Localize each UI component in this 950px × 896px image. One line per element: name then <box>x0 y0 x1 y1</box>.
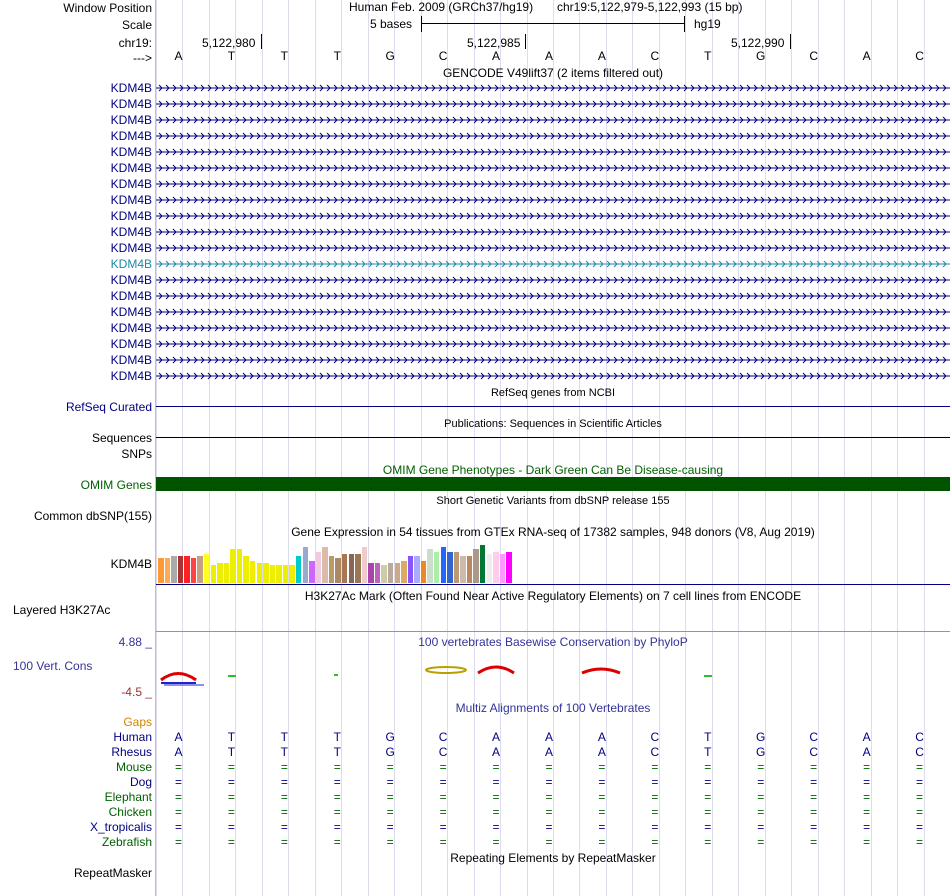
multiz-base: A <box>174 730 183 744</box>
base-letter: T <box>227 49 236 63</box>
phylop-label[interactable]: 100 Vert. Cons <box>13 659 93 673</box>
snps-label[interactable]: SNPs <box>121 447 152 461</box>
omim-label[interactable]: OMIM Genes <box>80 478 152 492</box>
multiz-title[interactable]: Multiz Alignments of 100 Vertebrates <box>455 701 651 715</box>
gencode-feature[interactable] <box>156 370 950 382</box>
gtex-bar-chart[interactable] <box>156 538 950 583</box>
multiz-base: = <box>545 820 553 834</box>
gencode-feature[interactable] <box>156 354 950 366</box>
gtex-tissue-bar[interactable] <box>224 563 230 583</box>
multiz-base: = <box>598 805 606 819</box>
gencode-feature[interactable] <box>156 130 950 142</box>
multiz-base: = <box>386 820 394 834</box>
gtex-tissue-bar[interactable] <box>342 554 348 583</box>
multiz-base: = <box>280 760 288 774</box>
scale-bar <box>421 23 685 24</box>
gencode-item-label[interactable]: KDM4B <box>110 113 152 127</box>
multiz-base: A <box>862 745 871 759</box>
gtex-tissue-bar[interactable] <box>316 552 322 584</box>
multiz-base: C <box>438 730 448 744</box>
multiz-base: T <box>333 745 341 759</box>
refseq-feature[interactable] <box>156 406 950 407</box>
multiz-base: = <box>916 805 924 819</box>
repeatmasker-label[interactable]: RepeatMasker <box>73 866 152 880</box>
gtex-tissue-bar[interactable] <box>329 556 335 583</box>
multiz-base: = <box>810 775 818 789</box>
gencode-title[interactable]: GENCODE V49lift37 (2 items filtered out) <box>442 66 664 80</box>
phylop-peak-4 <box>426 667 466 673</box>
multiz-base: = <box>439 760 447 774</box>
multiz-base: = <box>651 835 659 849</box>
multiz-base: C <box>809 745 818 759</box>
phylop-peak-5 <box>478 667 514 673</box>
gencode-item-label[interactable]: KDM4B <box>110 193 152 207</box>
gaps-label[interactable]: Gaps <box>123 715 152 729</box>
gencode-feature[interactable] <box>156 274 950 286</box>
multiz-species-label[interactable]: Rhesus <box>111 745 152 759</box>
gtex-tissue-bar[interactable] <box>434 552 440 584</box>
multiz-base: = <box>174 835 182 849</box>
base-letter: T <box>704 49 712 63</box>
publications-feature[interactable] <box>156 437 950 438</box>
multiz-base: G <box>385 730 395 744</box>
multiz-base: = <box>333 820 341 834</box>
gtex-tissue-bar[interactable] <box>296 556 302 583</box>
omim-title[interactable]: OMIM Gene Phenotypes - Dark Green Can Be Disease-causing <box>382 463 724 477</box>
multiz-base: = <box>386 760 394 774</box>
multiz-species-label[interactable]: Elephant <box>104 790 152 804</box>
multiz-species-label[interactable]: Mouse <box>115 760 152 774</box>
phylop-min: -4.5 _ <box>121 685 152 699</box>
multiz-base: A <box>862 730 871 744</box>
multiz-species-label[interactable]: X_tropicalis <box>89 820 152 834</box>
gencode-feature[interactable] <box>156 162 950 174</box>
ruler-tick-2 <box>525 34 526 49</box>
multiz-base: = <box>757 790 765 804</box>
gtex-tissue-bar[interactable] <box>493 552 499 584</box>
gtex-tissue-bar[interactable] <box>237 549 243 583</box>
gtex-tissue-bar[interactable] <box>427 549 433 583</box>
gencode-feature[interactable] <box>156 146 950 158</box>
multiz-base: = <box>386 775 394 789</box>
chrom-label: chr19: <box>118 36 152 50</box>
multiz-base: = <box>704 790 712 804</box>
multiz-base: = <box>333 790 341 804</box>
multiz-base: A <box>597 730 606 744</box>
gencode-feature[interactable] <box>156 242 950 254</box>
multiz-base: G <box>385 745 395 759</box>
dbsnp-title[interactable]: Short Genetic Variants from dbSNP release 155 <box>436 495 670 507</box>
window-position-label: Window Position <box>63 1 152 15</box>
assembly-title: Human Feb. 2009 (GRCh37/hg19) <box>349 0 534 14</box>
gencode-item-label[interactable]: KDM4B <box>110 257 152 271</box>
multiz-base: = <box>439 835 447 849</box>
gencode-feature[interactable] <box>156 178 950 190</box>
gtex-tissue-bar[interactable] <box>454 552 460 584</box>
multiz-base: = <box>280 835 288 849</box>
multiz-base: = <box>545 775 553 789</box>
multiz-base: = <box>492 805 500 819</box>
gtex-tissue-bar[interactable] <box>243 556 249 583</box>
multiz-base: = <box>863 775 871 789</box>
gtex-tissue-bar[interactable] <box>184 556 190 583</box>
gtex-tissue-bar[interactable] <box>414 556 420 583</box>
multiz-base: = <box>704 820 712 834</box>
ruler-tick-1 <box>261 34 262 49</box>
gencode-item-label[interactable]: KDM4B <box>110 81 152 95</box>
multiz-base: = <box>704 805 712 819</box>
multiz-base: = <box>651 790 659 804</box>
ruler-tick-3 <box>790 34 791 49</box>
multiz-base: A <box>492 730 501 744</box>
base-letter: A <box>544 49 553 63</box>
multiz-base: T <box>227 730 236 744</box>
multiz-base: C <box>650 745 660 759</box>
gencode-item-label[interactable]: KDM4B <box>110 97 152 111</box>
multiz-base: = <box>757 805 765 819</box>
multiz-base: = <box>492 790 500 804</box>
gtex-tissue-bar[interactable] <box>500 554 506 583</box>
multiz-base: = <box>545 790 553 804</box>
base-letter: A <box>174 49 183 63</box>
base-letter: G <box>385 49 395 63</box>
gtex-tissue-bar[interactable] <box>283 565 289 583</box>
multiz-base: C <box>438 745 448 759</box>
multiz-base: = <box>174 760 182 774</box>
multiz-base: = <box>545 835 553 849</box>
multiz-base: = <box>227 805 235 819</box>
gencode-item-label[interactable]: KDM4B <box>110 129 152 143</box>
multiz-base: A <box>174 745 183 759</box>
gencode-item-label[interactable]: KDM4B <box>110 289 152 303</box>
multiz-base: = <box>863 760 871 774</box>
multiz-base: = <box>333 805 341 819</box>
multiz-base: = <box>598 775 606 789</box>
multiz-base: = <box>174 790 182 804</box>
multiz-base: = <box>174 775 182 789</box>
gtex-tissue-bar[interactable] <box>447 552 453 584</box>
multiz-base: = <box>333 760 341 774</box>
multiz-species-label[interactable]: Zebrafish <box>101 835 152 849</box>
base-letter: T <box>333 49 341 63</box>
multiz-base: = <box>598 790 606 804</box>
h3k27ac-label[interactable]: Layered H3K27Ac <box>13 603 111 617</box>
multiz-base: = <box>757 760 765 774</box>
multiz-base: = <box>916 835 924 849</box>
multiz-base: = <box>810 760 818 774</box>
multiz-base: = <box>704 760 712 774</box>
multiz-base: = <box>439 805 447 819</box>
gencode-feature[interactable] <box>156 82 950 94</box>
base-letter: A <box>862 49 871 63</box>
multiz-base: = <box>810 805 818 819</box>
gtex-tissue-bar[interactable] <box>211 565 217 583</box>
multiz-species-label[interactable]: Human <box>113 730 152 744</box>
gencode-item-label[interactable]: KDM4B <box>110 321 152 335</box>
multiz-base: = <box>651 805 659 819</box>
multiz-species-label[interactable]: Chicken <box>108 805 152 819</box>
h3k27ac-baseline <box>156 631 950 632</box>
gencode-feature[interactable] <box>156 114 950 126</box>
gencode-feature[interactable] <box>156 210 950 222</box>
multiz-base: A <box>544 730 553 744</box>
omim-feature[interactable] <box>156 477 950 491</box>
refseq-label[interactable]: RefSeq Curated <box>65 400 152 414</box>
dbsnp-label[interactable]: Common dbSNP(155) <box>33 509 152 523</box>
multiz-base: T <box>280 745 288 759</box>
multiz-base: = <box>280 805 288 819</box>
multiz-base: = <box>333 835 341 849</box>
gencode-item-label[interactable]: KDM4B <box>110 337 152 351</box>
multiz-base: = <box>810 835 818 849</box>
gtex-tissue-bar[interactable] <box>178 556 184 583</box>
multiz-base: C <box>650 730 660 744</box>
multiz-base: T <box>280 730 288 744</box>
gtex-tissue-bar[interactable] <box>191 558 197 583</box>
db-label: hg19 <box>694 17 721 31</box>
gencode-feature[interactable] <box>156 338 950 350</box>
multiz-base: = <box>492 835 500 849</box>
multiz-base: = <box>704 835 712 849</box>
gtex-tissue-bar[interactable] <box>381 565 387 583</box>
gtex-tissue-bar[interactable] <box>204 554 210 583</box>
multiz-base: = <box>174 820 182 834</box>
sequences-label[interactable]: Sequences <box>91 431 152 445</box>
multiz-base: = <box>492 760 500 774</box>
multiz-base: A <box>544 745 553 759</box>
multiz-base: A <box>597 745 606 759</box>
gtex-tissue-bar[interactable] <box>408 556 414 583</box>
repeatmasker-title[interactable]: Repeating Elements by RepeatMasker <box>450 851 656 865</box>
multiz-base: = <box>863 805 871 819</box>
gtex-tissue-bar[interactable] <box>467 556 473 583</box>
multiz-base: = <box>280 775 288 789</box>
gencode-feature[interactable] <box>156 258 950 270</box>
gencode-item-label[interactable]: KDM4B <box>110 225 152 239</box>
multiz-base: = <box>333 775 341 789</box>
multiz-base: = <box>651 775 659 789</box>
gencode-item-label[interactable]: KDM4B <box>110 145 152 159</box>
gtex-tissue-bar[interactable] <box>335 558 341 583</box>
gtex-tissue-bar[interactable] <box>388 563 394 583</box>
phylop-title[interactable]: 100 vertebrates Basewise Conservation by PhyloP <box>418 635 688 649</box>
base-letter: G <box>756 49 766 63</box>
multiz-base: G <box>756 730 766 744</box>
multiz-base: = <box>651 760 659 774</box>
gtex-tissue-bar[interactable] <box>487 554 493 583</box>
multiz-base: = <box>227 835 235 849</box>
phylop-max: 4.88 _ <box>118 635 152 649</box>
multiz-base: = <box>863 820 871 834</box>
scale-bar-right <box>684 16 685 32</box>
ruler-position-2: 5,122,985 <box>467 36 521 50</box>
gencode-feature[interactable] <box>156 194 950 206</box>
gencode-item-label[interactable]: KDM4B <box>110 273 152 287</box>
multiz-base: = <box>439 790 447 804</box>
gtex-tissue-bar[interactable] <box>401 561 407 584</box>
multiz-base: = <box>439 775 447 789</box>
gtex-tissue-bar[interactable] <box>460 556 466 583</box>
multiz-base: = <box>386 805 394 819</box>
multiz-base: T <box>333 730 341 744</box>
multiz-base: = <box>280 820 288 834</box>
multiz-base: = <box>174 805 182 819</box>
multiz-base: G <box>756 745 766 759</box>
multiz-base: = <box>227 775 235 789</box>
ruler-position-3: 5,122,990 <box>731 36 785 50</box>
multiz-base: T <box>704 745 712 759</box>
ruler-position-1: 5,122,980 <box>202 36 256 50</box>
multiz-base: = <box>810 790 818 804</box>
gtex-tissue-bar[interactable] <box>322 547 328 583</box>
refseq-title[interactable]: RefSeq genes from NCBI <box>490 387 616 399</box>
gencode-feature[interactable] <box>156 290 950 302</box>
multiz-base: = <box>757 835 765 849</box>
multiz-base: C <box>915 745 924 759</box>
gencode-item-label[interactable]: KDM4B <box>110 209 152 223</box>
phylop-peak-6 <box>582 669 620 673</box>
base-letter: C <box>650 49 660 63</box>
multiz-base: = <box>598 760 606 774</box>
multiz-base: = <box>280 790 288 804</box>
gencode-item-label[interactable]: KDM4B <box>110 161 152 175</box>
multiz-base: = <box>704 775 712 789</box>
multiz-base: = <box>227 790 235 804</box>
base-letter: C <box>809 49 818 63</box>
multiz-base: = <box>916 820 924 834</box>
h3k27ac-title[interactable]: H3K27Ac Mark (Often Found Near Active Regulatory Elements) on 7 cell lines from ENCODE <box>304 589 802 603</box>
gtex-tissue-bar[interactable] <box>441 547 447 583</box>
gtex-tissue-bar[interactable] <box>257 563 263 583</box>
gencode-item-label[interactable]: KDM4B <box>110 177 152 191</box>
gtex-baseline <box>156 584 950 585</box>
multiz-base: T <box>704 730 712 744</box>
phylop-peak-1 <box>161 674 196 681</box>
multiz-base: = <box>227 820 235 834</box>
multiz-base: = <box>810 820 818 834</box>
gtex-tissue-bar[interactable] <box>171 556 177 583</box>
multiz-base: = <box>545 760 553 774</box>
multiz-base: = <box>492 775 500 789</box>
gtex-tissue-bar[interactable] <box>276 565 282 583</box>
gtex-tissue-bar[interactable] <box>355 554 361 583</box>
gtex-tissue-bar[interactable] <box>303 547 309 583</box>
gtex-tissue-bar[interactable] <box>197 556 203 583</box>
gencode-feature[interactable] <box>156 98 950 110</box>
scale-text: 5 bases <box>370 17 413 31</box>
multiz-base: = <box>439 820 447 834</box>
base-letter: T <box>280 49 288 63</box>
position-text: chr19:5,122,979-5,122,993 (15 bp) <box>557 0 743 14</box>
gtex-tissue-bar[interactable] <box>165 558 171 583</box>
base-letter: C <box>438 49 448 63</box>
multiz-base: = <box>492 820 500 834</box>
multiz-base: = <box>386 790 394 804</box>
publications-title[interactable]: Publications: Sequences in Scientific Articles <box>444 418 662 430</box>
gtex-tissue-bar[interactable] <box>230 549 236 583</box>
gtex-tissue-bar[interactable] <box>349 554 355 583</box>
base-letter: A <box>597 49 606 63</box>
multiz-base: T <box>227 745 236 759</box>
gtex-tissue-bar[interactable] <box>309 561 315 584</box>
gtex-tissue-bar[interactable] <box>362 547 368 583</box>
gencode-feature[interactable] <box>156 322 950 334</box>
multiz-base: = <box>757 820 765 834</box>
gtex-tissue-bar[interactable] <box>375 563 381 583</box>
multiz-base: = <box>863 790 871 804</box>
gencode-item-label[interactable]: KDM4B <box>110 353 152 367</box>
base-letter: C <box>915 49 924 63</box>
multiz-base: C <box>915 730 924 744</box>
gtex-tissue-bar[interactable] <box>473 549 479 583</box>
multiz-base: = <box>598 835 606 849</box>
multiz-base: = <box>651 820 659 834</box>
gtex-tissue-bar[interactable] <box>250 561 256 584</box>
gencode-item-label[interactable]: KDM4B <box>110 241 152 255</box>
gtex-tissue-bar[interactable] <box>506 552 512 584</box>
multiz-base: = <box>863 835 871 849</box>
phylop-graph[interactable] <box>156 665 950 689</box>
gtex-tissue-bar[interactable] <box>289 565 295 583</box>
gtex-tissue-bar[interactable] <box>270 565 276 583</box>
base-letter: A <box>492 49 501 63</box>
gtex-tissue-bar[interactable] <box>217 563 223 583</box>
gtex-tissue-bar[interactable] <box>421 561 427 584</box>
multiz-base: = <box>386 835 394 849</box>
gtex-tissue-bar[interactable] <box>480 545 486 583</box>
gtex-tissue-bar[interactable] <box>263 563 269 583</box>
gencode-feature[interactable] <box>156 226 950 238</box>
multiz-base: = <box>227 760 235 774</box>
multiz-base: = <box>757 775 765 789</box>
gtex-title[interactable]: Gene Expression in 54 tissues from GTEx RNA-seq of 17382 samples, 948 donors (V8, Aug 2019) <box>291 525 815 539</box>
scale-bar-left <box>421 16 422 32</box>
gencode-feature[interactable] <box>156 306 950 318</box>
gtex-tissue-bar[interactable] <box>158 558 164 583</box>
multiz-base: = <box>916 790 924 804</box>
scale-label: Scale <box>121 18 152 32</box>
gencode-item-label[interactable]: KDM4B <box>110 369 152 383</box>
gtex-label[interactable]: KDM4B <box>110 557 152 571</box>
multiz-base: = <box>598 820 606 834</box>
multiz-base: A <box>492 745 501 759</box>
gencode-item-label[interactable]: KDM4B <box>110 305 152 319</box>
gtex-tissue-bar[interactable] <box>395 563 401 583</box>
strand-label: ---> <box>133 51 152 65</box>
multiz-base: = <box>916 775 924 789</box>
multiz-base: = <box>916 760 924 774</box>
multiz-base: = <box>545 805 553 819</box>
gtex-tissue-bar[interactable] <box>368 563 374 583</box>
multiz-species-label[interactable]: Dog <box>129 775 152 789</box>
multiz-base: C <box>809 730 818 744</box>
